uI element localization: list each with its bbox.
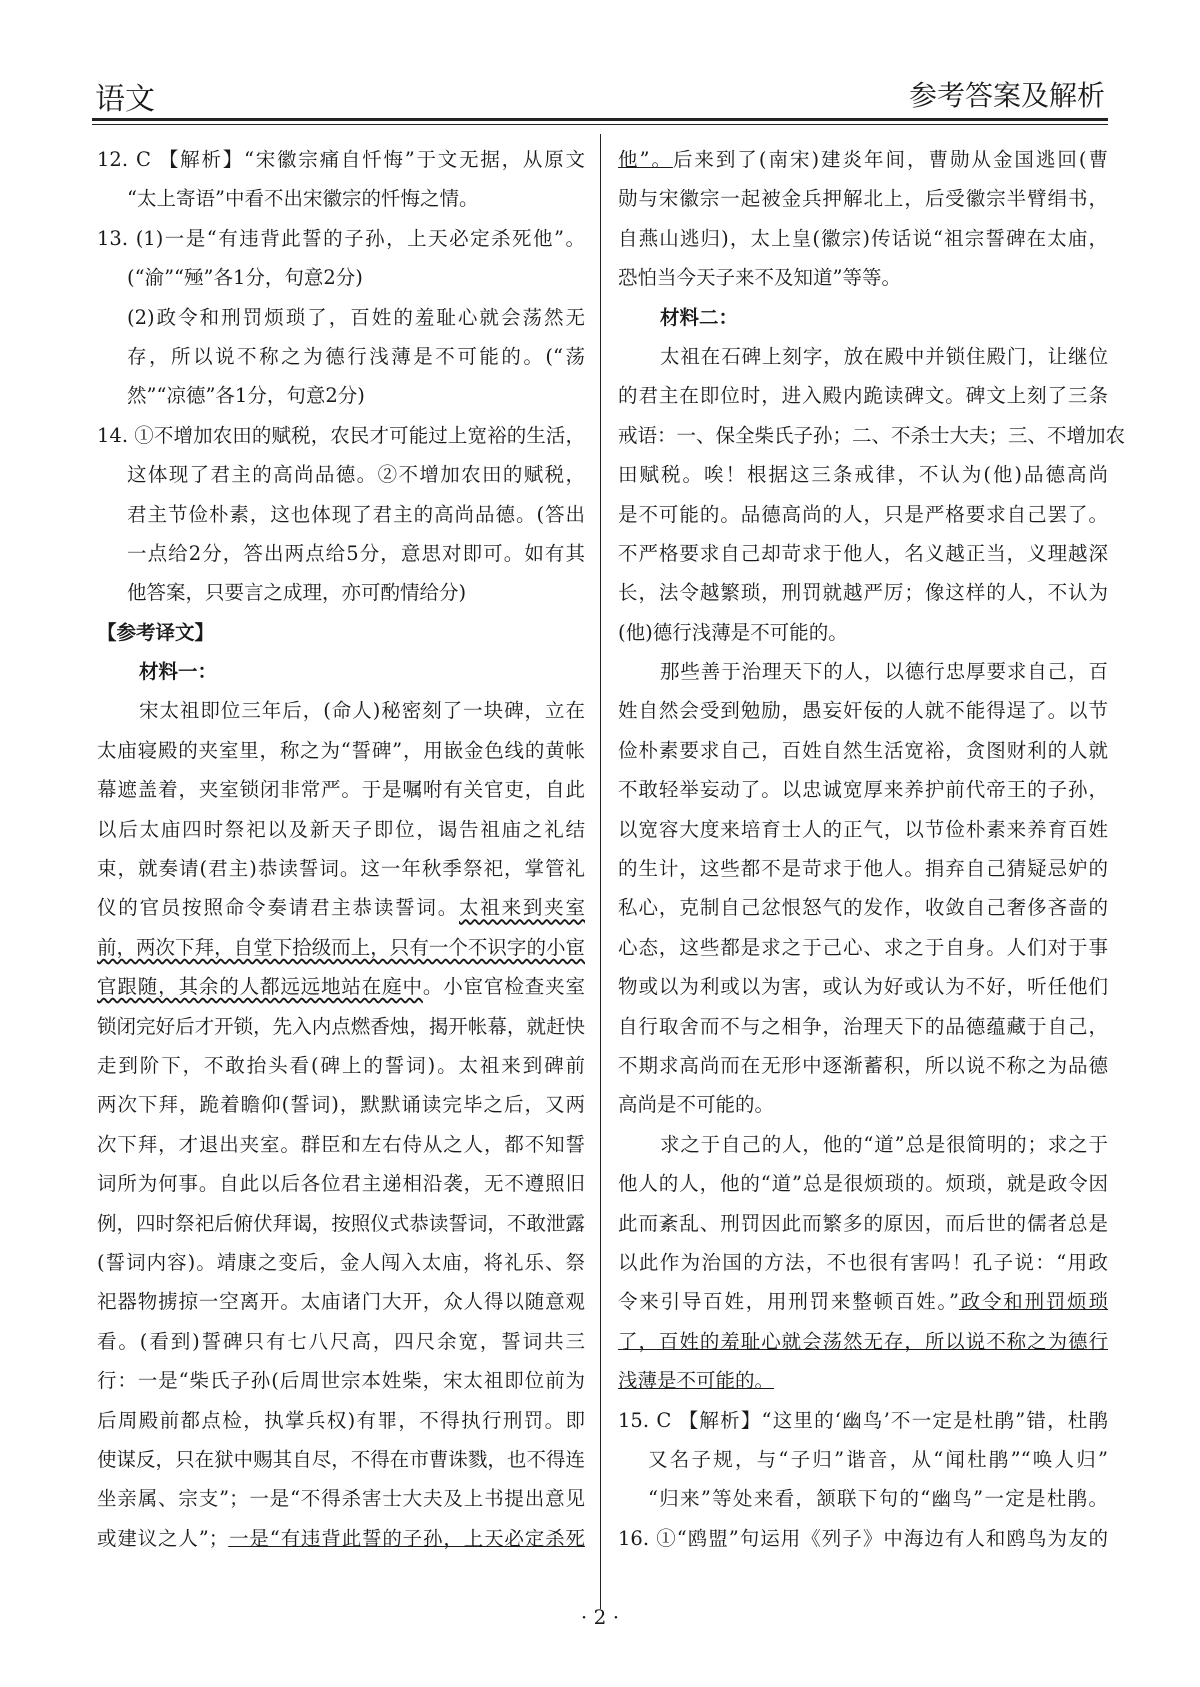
text-line: 勋与宋徽宗一起被金兵押解北上，后受徽宗半臂绢书， <box>618 187 1108 211</box>
text-line: (誓词内容)。靖康之变后，金人闯入太庙，将礼乐、祭 <box>97 1250 585 1274</box>
text-line: 16. ①“鸥盟”句运用《列子》中海边有人和鸥鸟为友的 <box>618 1526 1108 1550</box>
text-line: (“渝”“殛”各1分，句意2分) <box>127 266 363 290</box>
text-line: 词所为何事。自此以后各位君主递相沿袭，无不遵照旧 <box>97 1172 585 1196</box>
answer-13 <box>97 219 585 416</box>
answer-15 <box>618 1401 1108 1519</box>
text-line: 坐亲属、宗支”；一是“不得杀害士大夫及上书提出意见 <box>97 1487 585 1511</box>
text-span: 令来引导百姓，用刑罚来整顿百姓。” <box>618 1290 959 1314</box>
text-line: 太祖在石碑上刻字，放在殿中并锁住殿门，让继位 <box>660 344 1108 368</box>
underlined-text: 浅薄是不可能的。 <box>618 1369 775 1393</box>
wavy-underlined-text: 太祖来到夹室 <box>459 896 585 920</box>
text-line: 束，就奏请(君主)恭读誓词。这一年秋季祭祀，掌管礼 <box>97 857 585 881</box>
text-line: 幕遮盖着，夹室锁闭非常严。于是嘱咐有关官吏，自此 <box>97 778 585 802</box>
page-header-section: 参考答案及解析 <box>908 79 1105 112</box>
text-line: 锁闭完好后才开锁，先入内点燃香烛，揭开帐幕，就赶快 <box>97 1014 585 1038</box>
text-line: 以此作为治国的方法，不也很有害吗！孔子说：“用政 <box>618 1250 1108 1274</box>
text-line: 长，法令越繁琐，刑罚就越严厉；像这样的人，不认为 <box>618 581 1108 605</box>
underlined-text: 一是“有违背此誓的子孙，上天必定杀死 <box>228 1526 585 1550</box>
text-line: 使谋反，只在狱中赐其自尽，不得在市曹诛戮，也不得连 <box>97 1447 585 1471</box>
column-divider <box>600 134 601 1609</box>
text-line: 的君主在即位时，进入殿内跪读碑文。碑文上刻了三条 <box>618 384 1108 408</box>
text-line: 又名子规，与“子归”谐音，从“闻杜鹃”“唤人归” <box>648 1447 1108 1471</box>
text-line <box>618 1282 1108 1321</box>
text-line: 宋太祖即位三年后，(命人)秘密刻了一块碑，立在 <box>139 699 585 723</box>
text-line: 然”“凉德”各1分，句意2分) <box>127 384 365 408</box>
material-1-translation-continued <box>618 140 1108 298</box>
text-line: 存，所以说不称之为德行浅薄是不可能的。(“荡 <box>127 344 585 368</box>
left-column <box>97 140 585 1558</box>
right-column <box>618 140 1126 1558</box>
text-line: 一点给2分，答出两点给5分，意思对即可。如有其 <box>127 541 585 565</box>
material-1-translation <box>97 691 585 1558</box>
underlined-text: 政令和刑罚烦琐 <box>958 1290 1108 1314</box>
answer-12 <box>97 140 585 219</box>
material-1-heading: 材料一： <box>139 660 218 684</box>
text-line <box>97 1519 585 1558</box>
text-line: 自行取舍而不与之相争，治理天下的品德蕴藏于自己， <box>618 1014 1108 1038</box>
text-line: 行：一是“柴氏子孙(后周世宗本姓柴，宋太祖即位前为 <box>97 1369 585 1393</box>
text-line: 物或以为利或以为害，或认为好或认为不好，听任他们 <box>618 975 1108 999</box>
text-line: “归来”等处来看，颔联下句的“幽鸟”一定是杜鹃。 <box>648 1487 1108 1511</box>
text-line: 两次下拜，跪着瞻仰(誓词)，默默诵读完毕之后，又两 <box>97 1093 585 1117</box>
text-line: 的生计，这些都不是苛求于他人。捐弃自己猜疑忌妒的 <box>618 857 1108 881</box>
text-line: 不期求高尚而在无形中逐渐蓄积，所以说不称之为品德 <box>618 1053 1108 1077</box>
text-line: 不严格要求自己却苛求于他人，名义越正当，义理越深 <box>618 541 1108 565</box>
answer-14 <box>97 416 585 613</box>
header-rule-thick <box>92 118 1108 121</box>
text-line <box>618 140 1108 179</box>
text-line: 后周殿前都点检，执掌兵权)有罪，不得执行刑罚。即 <box>97 1408 585 1432</box>
text-line: 求之于自己的人，他的“道”总是很简明的；求之于 <box>660 1132 1108 1156</box>
text-line: 看。(看到)誓碑只有七八尺高，四尺余宽，誓词共三 <box>97 1329 585 1353</box>
text-line <box>97 888 585 927</box>
text-line: 13. (1)一是“有违背此誓的子孙，上天必定杀死他”。 <box>97 226 585 250</box>
page-number: · 2 · <box>580 1605 620 1629</box>
text-line <box>618 1361 1108 1400</box>
text-line: 君主节俭朴素，这也体现了君主的高尚品德。(答出 <box>127 502 585 526</box>
text-line <box>97 967 585 1006</box>
text-line: 太庙寝殿的夹室里，称之为“誓碑”，用嵌金色线的黄帐 <box>97 738 585 762</box>
text-line: 恐怕当今天子来不及知道”等等。 <box>618 266 901 290</box>
text-span: 仪的官员按照命令奏请君主恭读誓词。 <box>97 896 459 920</box>
text-span: 后来到了(南宋)建炎年间，曹勋从金国逃回(曹 <box>672 148 1108 171</box>
text-line: 这体现了君主的高尚品德。②不增加农田的赋税， <box>127 463 585 487</box>
text-line: 姓自然会受到勉励，愚妄奸佞的人就不能得逞了。以节 <box>618 699 1108 723</box>
text-span: 。小宦官检查夹室 <box>422 975 585 999</box>
text-line: (2)政令和刑罚烦琐了，百姓的羞耻心就会荡然无 <box>127 305 585 329</box>
text-line: 14. ①不增加农田的赋税，农民才可能过上宽裕的生活， <box>97 423 585 447</box>
material-2-heading: 材料二： <box>660 305 739 329</box>
text-line: 次下拜，才退出夹室。群臣和左右侍从之人，都不知誓 <box>97 1132 585 1156</box>
text-line: 此而紊乱、刑罚因此而繁多的原因，而后世的儒者总是 <box>618 1211 1108 1235</box>
text-line: 他答案，只要言之成理，亦可酌情给分) <box>127 581 467 605</box>
page-header-subject: 语文 <box>95 82 155 117</box>
text-line: 例，四时祭祀后俯伏拜谒，按照仪式恭读誓词，不敢泄露 <box>97 1211 585 1235</box>
text-line: 自燕山逃归)，太上皇(徽宗)传话说“祖宗誓碑在太庙， <box>618 226 1108 250</box>
underlined-line: 了，百姓的羞耻心就会荡然无存，所以说不称之为德行 <box>618 1329 1108 1353</box>
wavy-underlined-line: 前，两次下拜，自堂下拾级而上，只有一个不识字的小宦 <box>97 935 585 959</box>
text-line: 私心，克制自己忿恨怒气的发作，收敛自己奢侈吝啬的 <box>618 896 1108 920</box>
wavy-underlined-text: 官跟随，其余的人都远远地站在庭中 <box>97 975 423 999</box>
material-2-translation <box>618 337 1126 1401</box>
text-span: 或建议之人”； <box>97 1526 229 1550</box>
text-line: (他)德行浅薄是不可能的。 <box>618 620 848 644</box>
text-line: 戒语：一、保全柴氏子孙；二、不杀士大夫；三、不增加农 <box>618 423 1126 447</box>
text-line: 走到阶下，不敢抬头看(碑上的誓词)。太祖来到碑前 <box>97 1053 585 1077</box>
text-line: 祀器物掳掠一空离开。太庙诸门大开，众人得以随意观 <box>97 1290 585 1314</box>
text-line: 以后太庙四时祭祀以及新天子即位，谒告祖庙之礼结 <box>97 817 585 841</box>
text-line: 心态，这些都是求之于己心、求之于自身。人们对于事 <box>618 935 1108 959</box>
text-line: “太上寄语”中看不出宋徽宗的忏悔之情。 <box>127 187 479 211</box>
text-line: 高尚是不可能的。 <box>618 1093 775 1117</box>
text-line: 15. C 【解析】“这里的‘幽鸟’不一定是杜鹃”错，杜鹃 <box>618 1408 1108 1432</box>
underlined-text: 他”。 <box>618 148 673 171</box>
text-line: 以宽容大度来培育士人的正气，以节俭朴素来养育百姓 <box>618 817 1108 841</box>
text-line: 12. C 【解析】“宋徽宗痛自忏悔”于文无据，从原文 <box>97 148 585 171</box>
text-line: 田赋税。唉！根据这三条戒律，不认为(他)品德高尚 <box>618 463 1108 487</box>
text-line: 不敢轻举妄动了。以忠诚宽厚来养护前代帝王的子孙， <box>618 778 1108 802</box>
text-line: 那些善于治理天下的人，以德行忠厚要求自己，百 <box>660 660 1108 684</box>
text-line: 他人的人，他的“道”总是很烦琐的。烦琐，就是政令因 <box>618 1172 1108 1196</box>
answer-16 <box>618 1519 1108 1558</box>
text-line: 是不可能的。品德高尚的人，只是严格要求自己罢了。 <box>618 502 1108 526</box>
header-rule-thin <box>92 124 1108 125</box>
text-line: 俭朴素要求自己，百姓自然生活宽裕，贪图财利的人就 <box>618 738 1108 762</box>
translation-heading: 【参考译文】 <box>97 620 215 644</box>
